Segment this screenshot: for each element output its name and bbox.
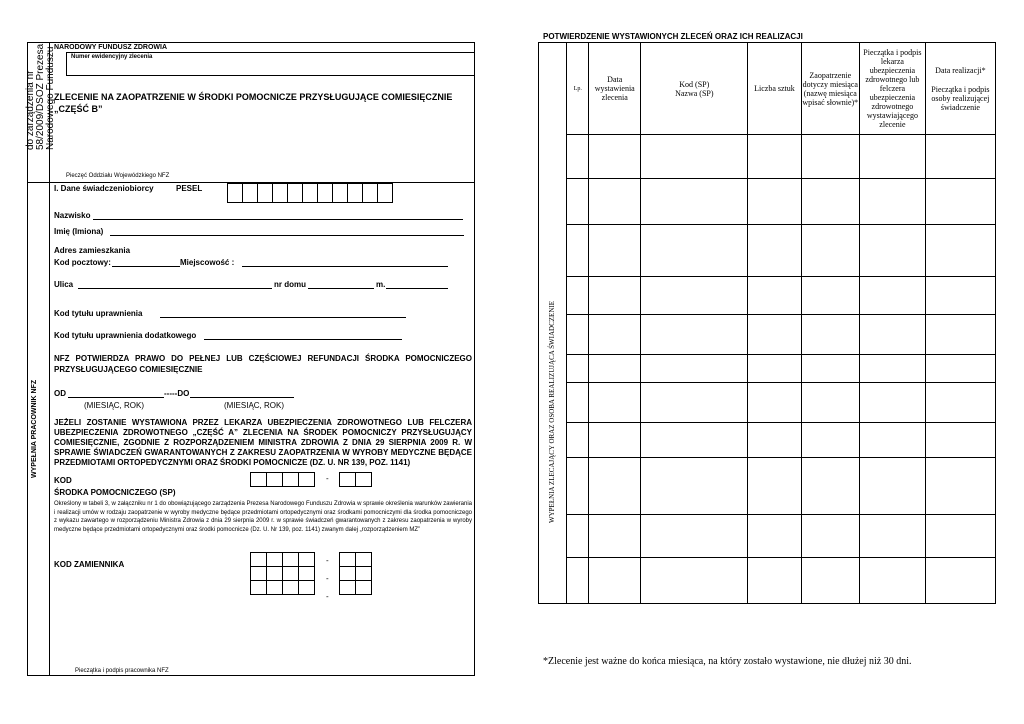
kod-zamiennika-cells-b[interactable] [340,552,372,595]
table-row[interactable] [539,179,996,225]
jezeli-text: JEŻELI ZOSTANIE WYSTAWIONA PRZEZ LEKARZA UBEZPIECZENIA ZDROWOTNEGO LUB FELCZERA UBEZPIECZENIA ZDROWOTNEGO „CZĘŚĆ A” ZLECENIA NA ŚRODEK POMOCNICZY PRZYSŁUGUJĄCY COMIESIĘCZNIE, ZGODNIE Z ROZPORZĄDZENIEM MINISTRA ZDROWIA Z DNIA 29 SIERPNIA 2009 R. W SPRAWIE ŚWIADCZEŃ GWARANTOWANYCH Z ZAKRESU ZAOPATRZENIA W WYROBY MEDYCZNE BĘDĄCE PRZEDMIOTAMI ORTOPEDYCZNYMI ORAZ ŚRODKI POMOCNICZE (DZ. U. NR 139, POZ. 1141) [54,418,472,467]
imie-label: Imię (Imiona) [54,227,104,236]
table-row[interactable] [539,355,996,383]
nr-domu-label: nr domu [274,280,306,289]
table-row[interactable] [539,315,996,355]
kod-tytulu-dod-field[interactable] [204,339,402,340]
numer-label: Numer ewidencyjny zlecenia [71,54,153,60]
table-row[interactable] [539,383,996,423]
realizacja-header: Data realizacji* Pieczątka i podpis osoby realizującej świadczenie [925,43,995,135]
table-row[interactable] [539,515,996,558]
kod-tytulu-label: Kod tytułu uprawnienia [54,309,143,318]
vertical-cell [539,43,567,604]
footnote: *Zlecenie jest ważne do końca miesiąca, na który zostało wystawione, nie dłużej niż 30 dni. [543,656,912,667]
table-row[interactable] [539,277,996,315]
kod-tytulu-field[interactable] [160,317,406,318]
zaopatrzenie-header: Zaopatrzenie dotyczy miesiąca (nazwę miesiąca wpisać słownie)* [801,43,860,135]
table-row[interactable] [539,225,996,277]
table-row[interactable] [539,558,996,604]
kod-dash: - [326,474,329,483]
ulica-label: Ulica [54,280,74,289]
srodka-label: ŚRODKA POMOCNICZEGO (SP) [54,488,176,497]
dash-2: - [326,574,329,583]
miesiac-label-1: (MIESIĄC, ROK) [84,401,145,410]
nazwisko-label: Nazwisko [54,211,91,220]
dane-label: I. Dane świadczeniobiorcy [54,184,154,193]
od-field[interactable] [68,397,164,398]
right-vertical-label: WYPEŁNIA ZLECAJĄCY ORAZ OSOBA REALIZUJĄCA ŚWIADCZENIE [548,301,556,523]
kod-pocztowy-field[interactable] [112,266,180,267]
pieczatka-label: Pieczątka i podpis pracownika NFZ [75,668,169,674]
numer-ewidencyjny-field[interactable] [66,52,475,76]
nr-domu-field[interactable] [308,288,374,289]
imie-field[interactable] [110,235,464,236]
oddzial-label: Pieczęć Oddziału Wojewódzkiego NFZ [66,173,170,179]
dash-1: - [326,556,329,565]
kod-zamiennika-cells[interactable] [251,552,315,595]
table-row[interactable] [539,135,996,179]
pesel-cells[interactable] [228,183,393,203]
data-header: Data wystawienia zlecenia [589,43,641,135]
kod-label: KOD [54,476,72,485]
vt-line1: do zarządzenia nr [25,70,36,150]
adres-label: Adres zamieszkania [54,246,131,255]
do-label: -----DO [164,389,190,398]
m-label: m. [376,280,386,289]
pesel-label: PESEL [176,184,203,193]
do-field[interactable] [190,397,294,398]
ulica-field[interactable] [78,288,272,289]
nfz-name: NARODOWY FUNDUSZ ZDROWIA [54,44,168,51]
od-label: OD [54,389,66,398]
kod-zamiennika-label: KOD ZAMIENNIKA [54,560,125,569]
form-title-1: ZLECENIE NA ZAOPATRZENIE W ŚRODKI POMOCNICZE PRZYSŁUGUJĄCE COMIESIĘCZNIE [54,92,453,102]
miesiac-label-2: (MIESIĄC, ROK) [224,401,285,410]
nazwisko-field[interactable] [93,219,463,220]
pieczatka-header: Pieczątka i podpis lekarza ubezpieczenia zdrowotnego lub felczera ubezpieczenia zdrowotnego wystawiającego zlecenie [860,43,926,135]
kod-sp-cells-a[interactable] [251,472,315,487]
vt-line2: 58/2009/DSOZ Prezesa [35,43,46,150]
kod-sp-cells-b[interactable] [340,472,372,487]
dash-3: - [326,592,329,601]
kod-pocztowy-label: Kod pocztowy: [54,258,111,267]
vt-line3: Narodowego Funduszu [45,46,56,150]
table-row[interactable] [539,458,996,515]
right-title: POTWIERDZENIE WYSTAWIONYCH ZLECEŃ ORAZ ICH REALIZACJI [543,32,803,41]
realizacja-table [538,42,996,604]
kod-tytulu-dod-label: Kod tytułu uprawnienia dodatkowego [54,331,197,340]
liczba-header: Liczba sztuk [748,43,801,135]
potwierdza-text: NFZ POTWIERDZA PRAWO DO PEŁNEJ LUB CZĘŚCIOWEJ REFUNDACJI ŚRODKA POMOCNICZEGO PRZYSŁUGUJĄCEGO COMIESIĘCZNIE [54,354,472,374]
m-field[interactable] [386,288,448,289]
lp-header: Lp. [567,43,589,135]
kod-header: Kod (SP) Nazwa (SP) [641,43,748,135]
table-row[interactable] [539,423,996,458]
vertical-top-text [26,44,56,150]
miejscowosc-label: Miejscowość : [180,258,235,267]
okreslony-text: Określony w tabeli 3, w załączniku nr 1 do obowiązującego zarządzenia Prezesa Narodowego Funduszu Zdrowia w sprawie określenia warunków zawierania i realizacji umów w rodzaju zaopatrzenie w wyroby medyczne będące przedmiotami ortopedycznymi oraz środkami pomocniczymi dla środka pomocniczego z wykazu zawartego w rozporządzeniu Ministra Zdrowia z dnia 29 sierpnia 2009 r. w sprawie świadczeń gwarantowanych z zakresu zaopatrzenia w wyroby medyczne będące przedmiotami ortopedycznymi oraz środki pomocnicze (Dz. U. Nr 139, poz. 1141) zwanym dalej „rozporządzeniem MZ” [54,501,472,533]
miejscowosc-field[interactable] [242,266,448,267]
form-title-2: „CZĘŚĆ B” [54,104,103,114]
side-vertical-label: WYPEŁNIA PRACOWNIK NFZ [31,379,38,478]
